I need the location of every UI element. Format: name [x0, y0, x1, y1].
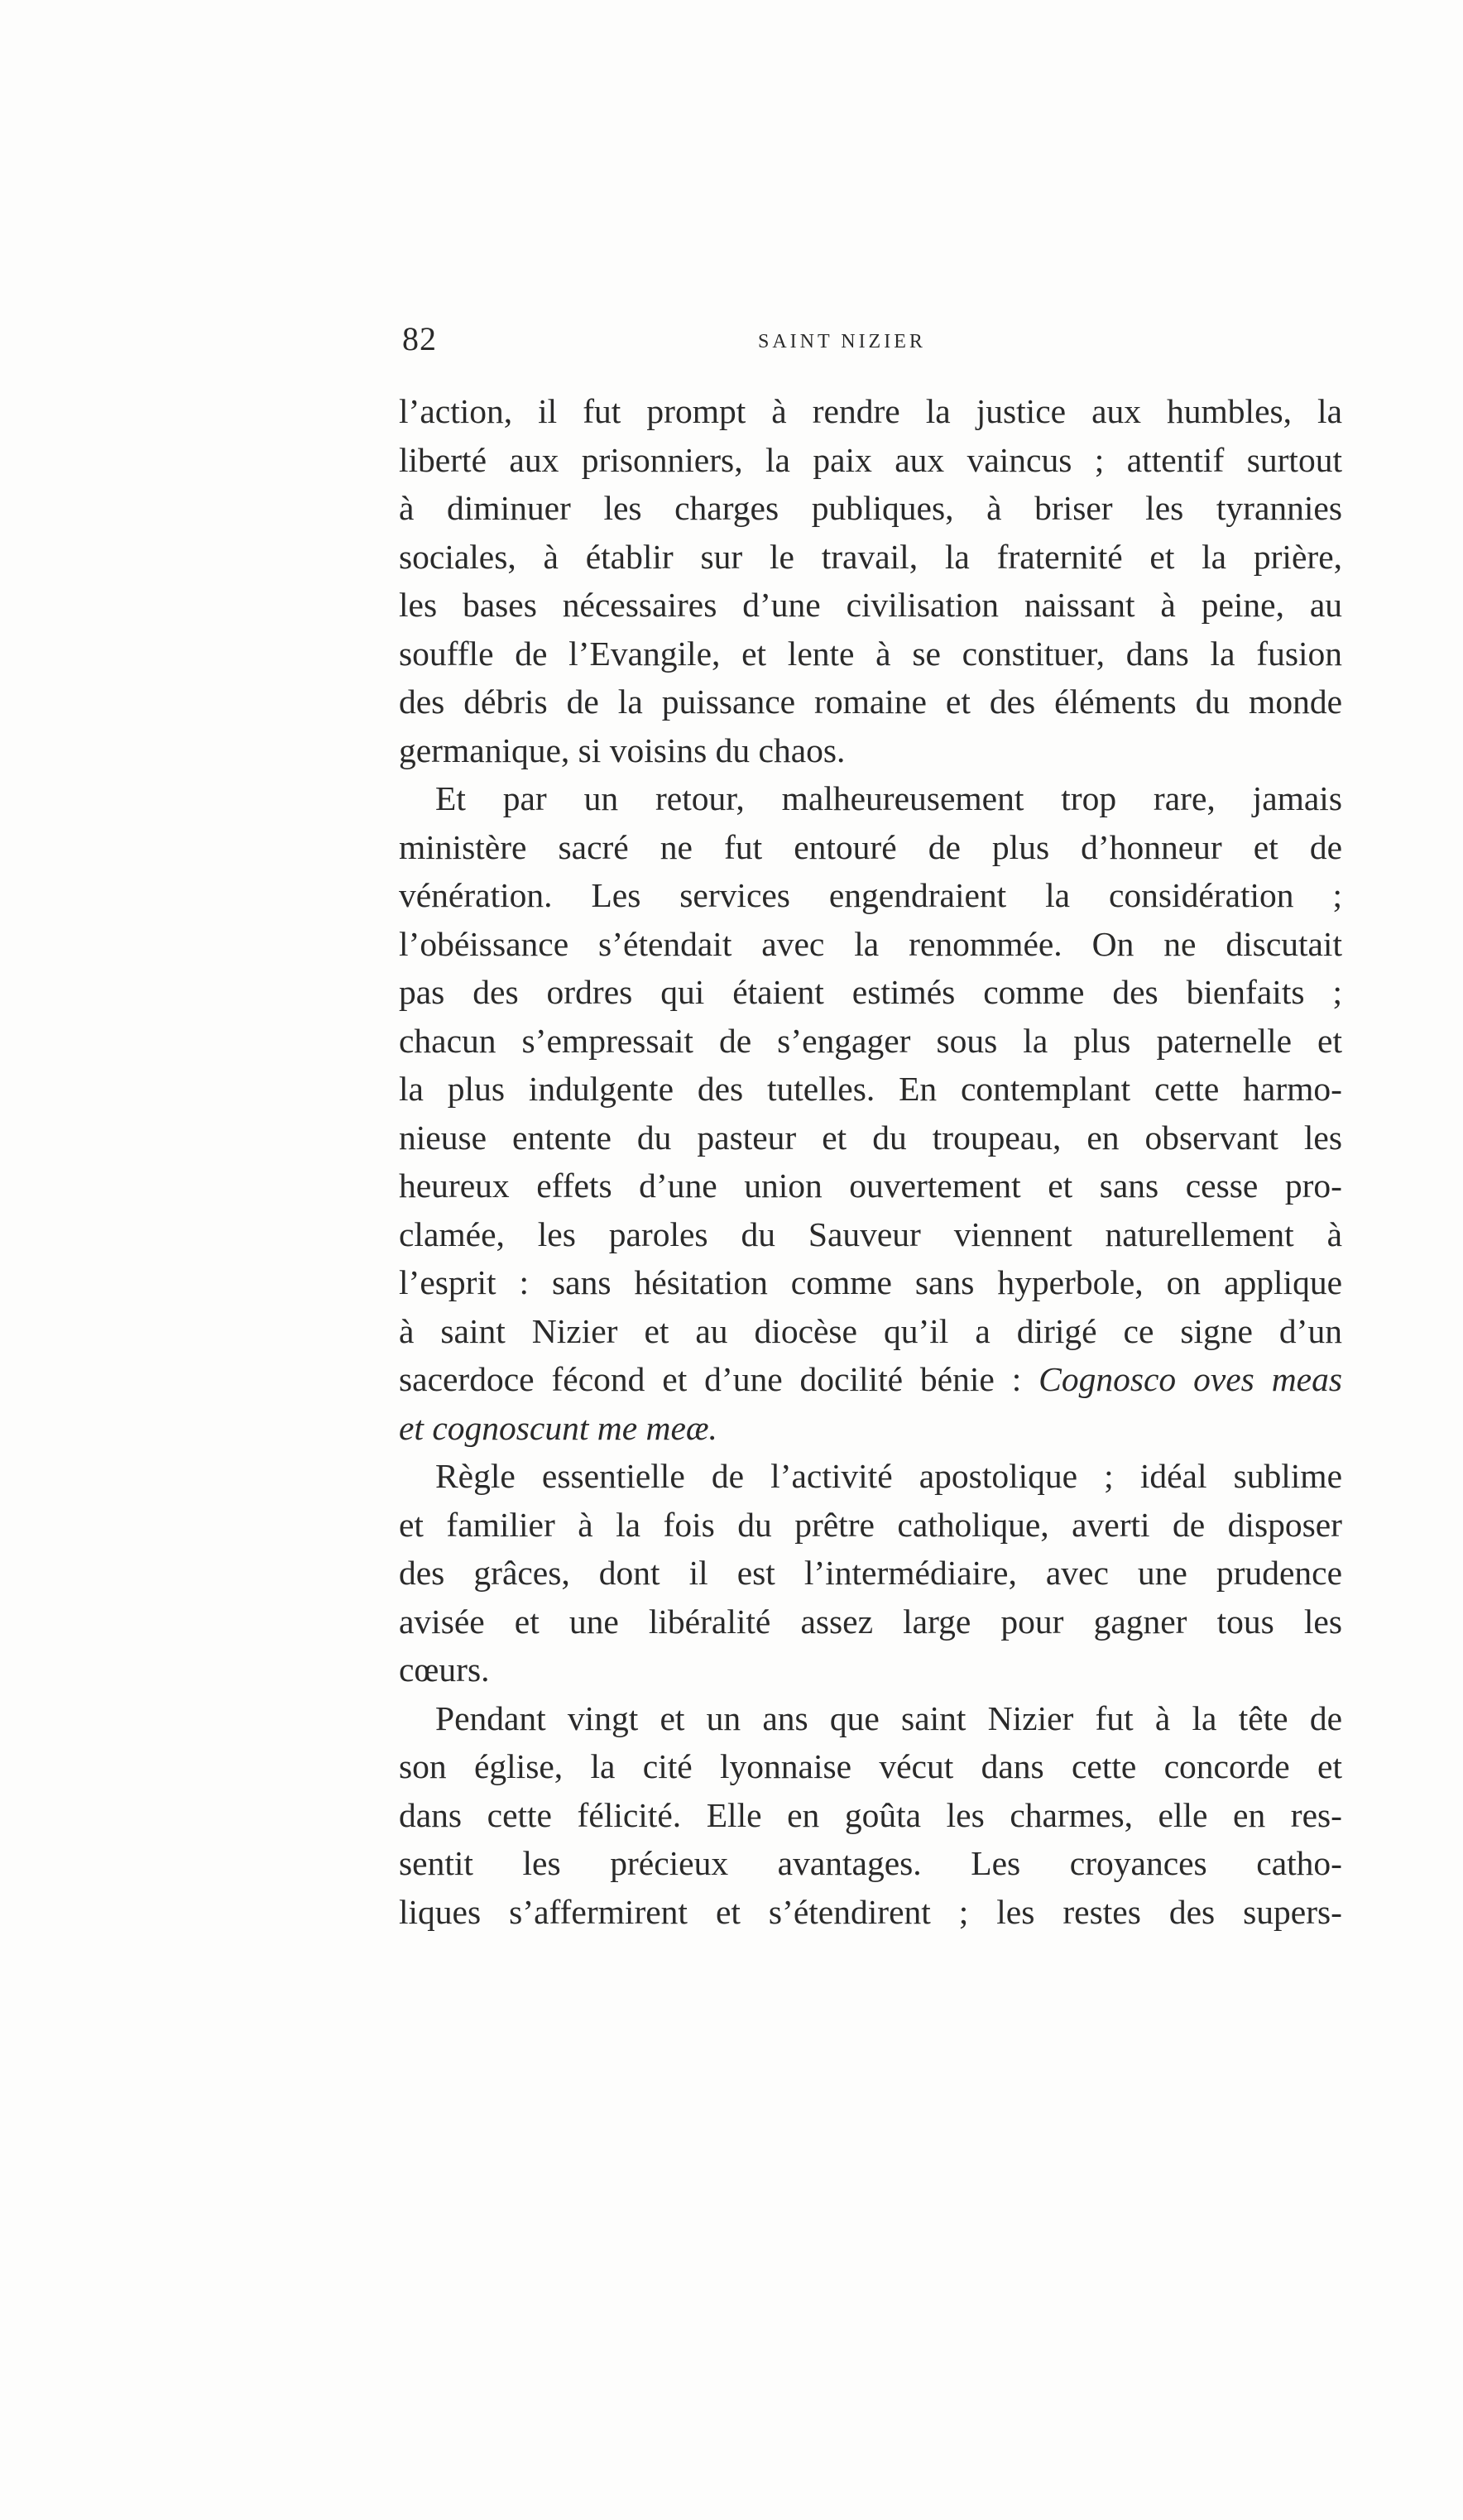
text-line-with-quote	[399, 1355, 1342, 1404]
text-line: des débris de la puissance romaine et des éléments du monde	[399, 683, 1342, 721]
body-text	[399, 387, 1342, 1936]
page-number: 82	[402, 320, 437, 357]
text-line: heureux effets d’une union ouvertement et sans cesse pro-	[399, 1167, 1342, 1205]
text-line: liques s’affermirent et s’étendirent ; les restes des supers-	[399, 1892, 1342, 1931]
text-line: Pendant vingt et un ans que saint Nizier fut à la tête de	[435, 1698, 1342, 1737]
text-line: liberté aux prisonniers, la paix aux vaincus ; attentif surtout	[399, 440, 1342, 479]
text-line: pas des ordres qui étaient estimés comme des bienfaits ;	[399, 973, 1342, 1011]
text-segment: sacerdoce fécond et d’une docilité bénie :	[399, 1360, 1022, 1398]
text-line: clamée, les paroles du Sauveur viennent naturellement à	[399, 1214, 1342, 1253]
text-line: à saint Nizier et au diocèse qu’il a dirigé ce signe d’un	[399, 1311, 1342, 1350]
text-line: l’obéissance s’étendait avec la renommée. On ne discutait	[399, 924, 1342, 963]
text-line: les bases nécessaires d’une civilisation naissant à peine, au	[399, 586, 1342, 624]
text-line: à diminuer les charges publiques, à briser les tyrannies	[399, 489, 1342, 527]
text-line: vénération. Les services engendraient la considération ;	[399, 876, 1342, 914]
text-line: chacun s’empressait de s’engager sous la plus paternelle et	[399, 1021, 1342, 1060]
text-line: l’esprit : sans hésitation comme sans hyperbole, on applique	[399, 1263, 1342, 1301]
text-line: son église, la cité lyonnaise vécut dans cette concorde et	[399, 1747, 1342, 1785]
text-line: et familier à la fois du prêtre catholique, averti de disposer	[399, 1505, 1342, 1544]
text-line: sociales, à établir sur le travail, la fraternité et la prière,	[399, 537, 1342, 576]
latin-quote: Cognosco oves meas	[1038, 1360, 1343, 1398]
page-header	[402, 319, 1312, 369]
text-line: nieuse entente du pasteur et du troupeau, en observant les	[399, 1118, 1342, 1157]
latin-quote: et cognoscunt me meæ.	[399, 1408, 717, 1447]
text-line: dans cette félicité. Elle en goûta les charmes, elle en res-	[399, 1795, 1342, 1834]
text-line: Et par un retour, malheureusement trop rare, jamais	[435, 779, 1342, 817]
text-line: ministère sacré ne fut entouré de plus d’honneur et de	[399, 827, 1342, 866]
text-line: des grâces, dont il est l’intermédiaire, avec une prudence	[399, 1554, 1342, 1592]
text-line: la plus indulgente des tutelles. En contemplant cette harmo-	[399, 1070, 1342, 1108]
text-line: Règle essentielle de l’activité apostolique ; idéal sublime	[435, 1457, 1342, 1495]
text-line: germanique, si voisins du chaos.	[399, 731, 846, 769]
running-title: SAINT NIZIER	[758, 331, 926, 352]
text-line: sentit les précieux avantages. Les croyances catho-	[399, 1844, 1342, 1882]
text-line: souffle de l’Evangile, et lente à se constituer, dans la fusion	[399, 634, 1342, 673]
text-line: l’action, il fut prompt à rendre la justice aux humbles, la	[399, 392, 1342, 430]
text-line: avisée et une libéralité assez large pour gagner tous les	[399, 1602, 1342, 1641]
text-line: cœurs.	[399, 1650, 490, 1689]
